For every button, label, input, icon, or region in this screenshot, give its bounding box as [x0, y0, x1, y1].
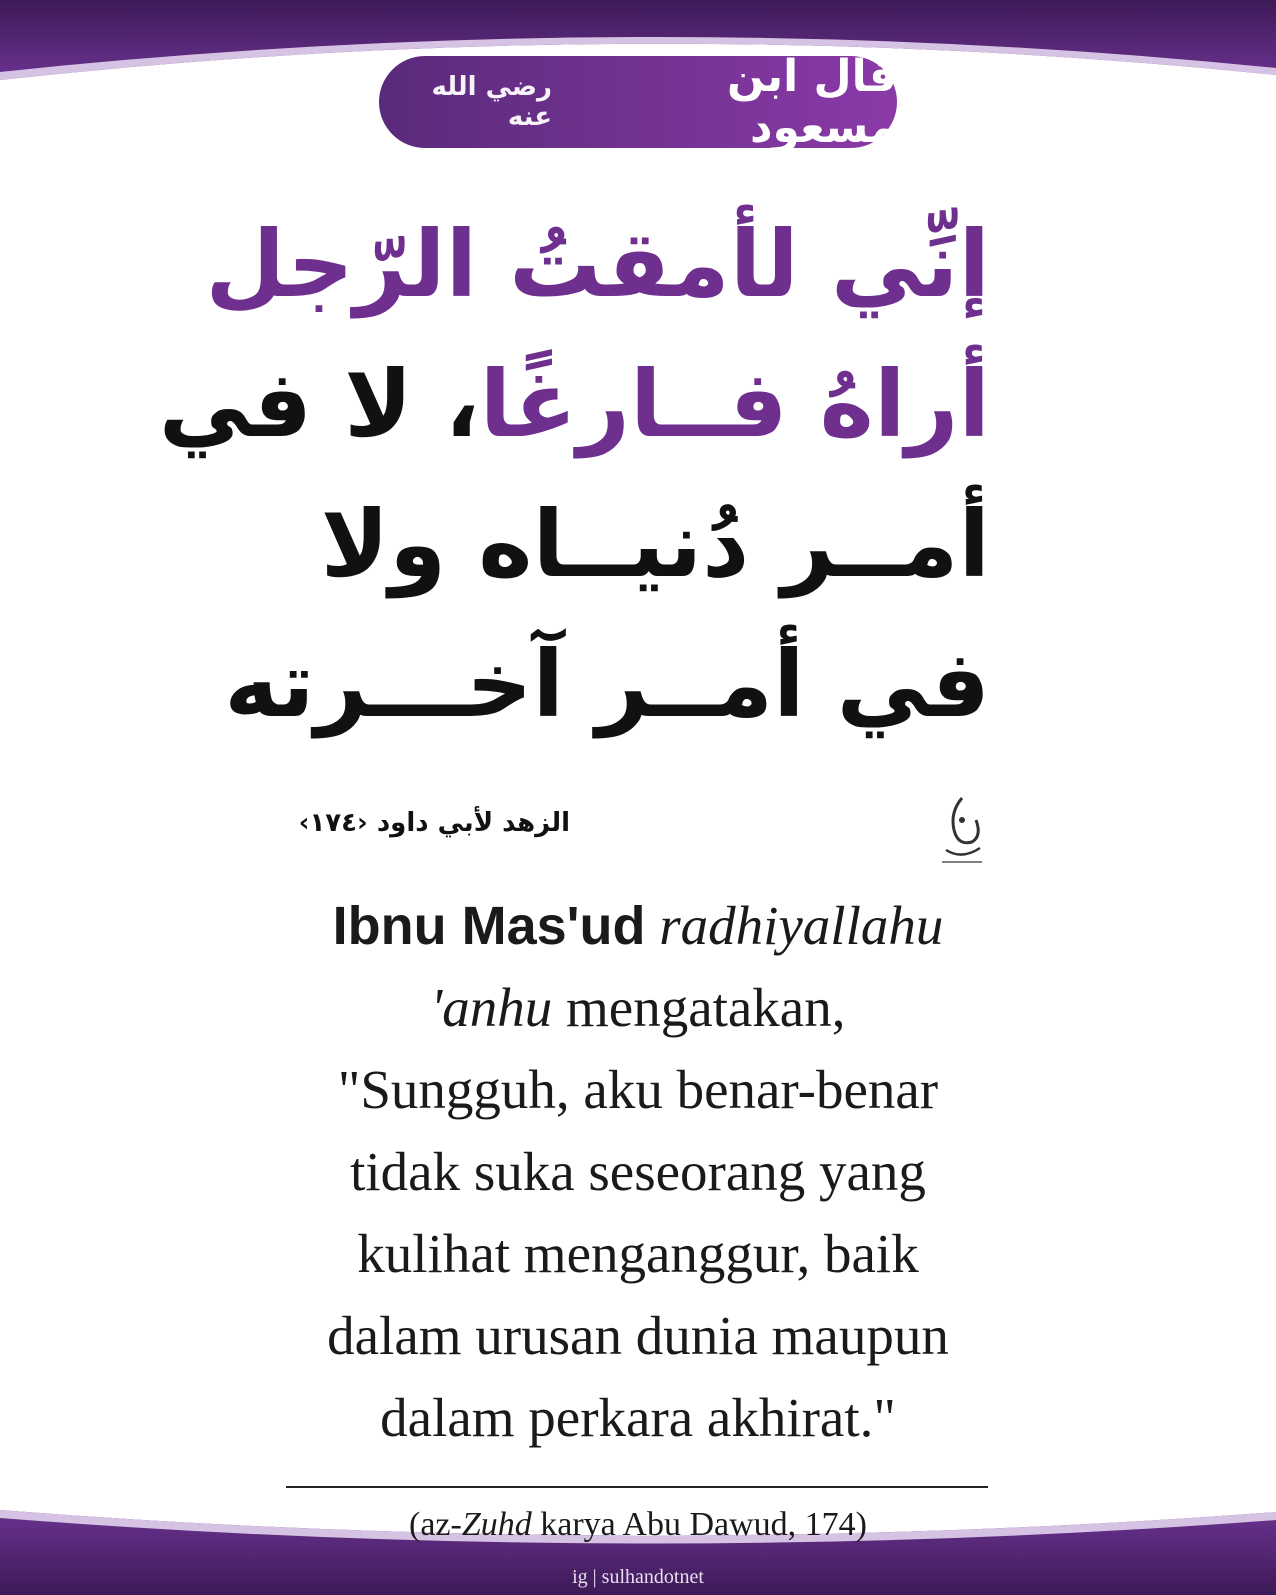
translation-line-7: dalam perkara akhirat." — [380, 1387, 896, 1448]
divider — [286, 1486, 988, 1488]
translation-line-3: "Sungguh, aku benar-benar — [337, 1059, 939, 1120]
arabic-line-2 — [158, 335, 990, 475]
arabic-line-4: في أمــر آخـــرته — [224, 631, 990, 738]
arabic-reference: الزهد لأبي داود ‹١٧٤› — [298, 808, 570, 838]
speaker-name: Ibnu Mas'ud — [332, 896, 646, 956]
translation-text — [270, 885, 1006, 1459]
source-title: Zuhd — [461, 1506, 532, 1543]
calligraphy-logo-icon — [932, 790, 992, 870]
honorific-italic-2: 'anhu — [430, 977, 553, 1038]
header-banner — [379, 51, 897, 153]
translation-line-5: kulihat menganggur, baik — [357, 1223, 919, 1284]
arabic-quote — [158, 195, 990, 755]
translation-line-1 — [270, 885, 1006, 967]
honorific-italic-1: radhiyallahu — [659, 895, 944, 956]
translation-line-2 — [270, 967, 1006, 1049]
arabic-line-2-black: ، لا في — [158, 351, 480, 458]
footer-credit: ig | sulhandotnet — [572, 1566, 704, 1588]
translation-line-4: tidak suka seseorang yang — [350, 1141, 926, 1202]
arabic-line-1: إنِّي لأمقتُ الرّجل — [205, 211, 990, 318]
source-rest: karya Abu Dawud, 174) — [531, 1506, 867, 1543]
arabic-line-2-purple: أراهُ فــارغًا — [479, 351, 990, 458]
header-honorific: رضي الله عنه — [431, 72, 552, 132]
arabic-line-3: أمــر دُنيــاه ولا — [320, 491, 990, 598]
header-title: قال ابن مسعود — [726, 51, 897, 153]
source-citation — [270, 1506, 1006, 1544]
verb: mengatakan, — [566, 977, 846, 1038]
translation-line-6: dalam urusan dunia maupun — [327, 1305, 949, 1366]
source-open: (az- — [409, 1506, 462, 1543]
